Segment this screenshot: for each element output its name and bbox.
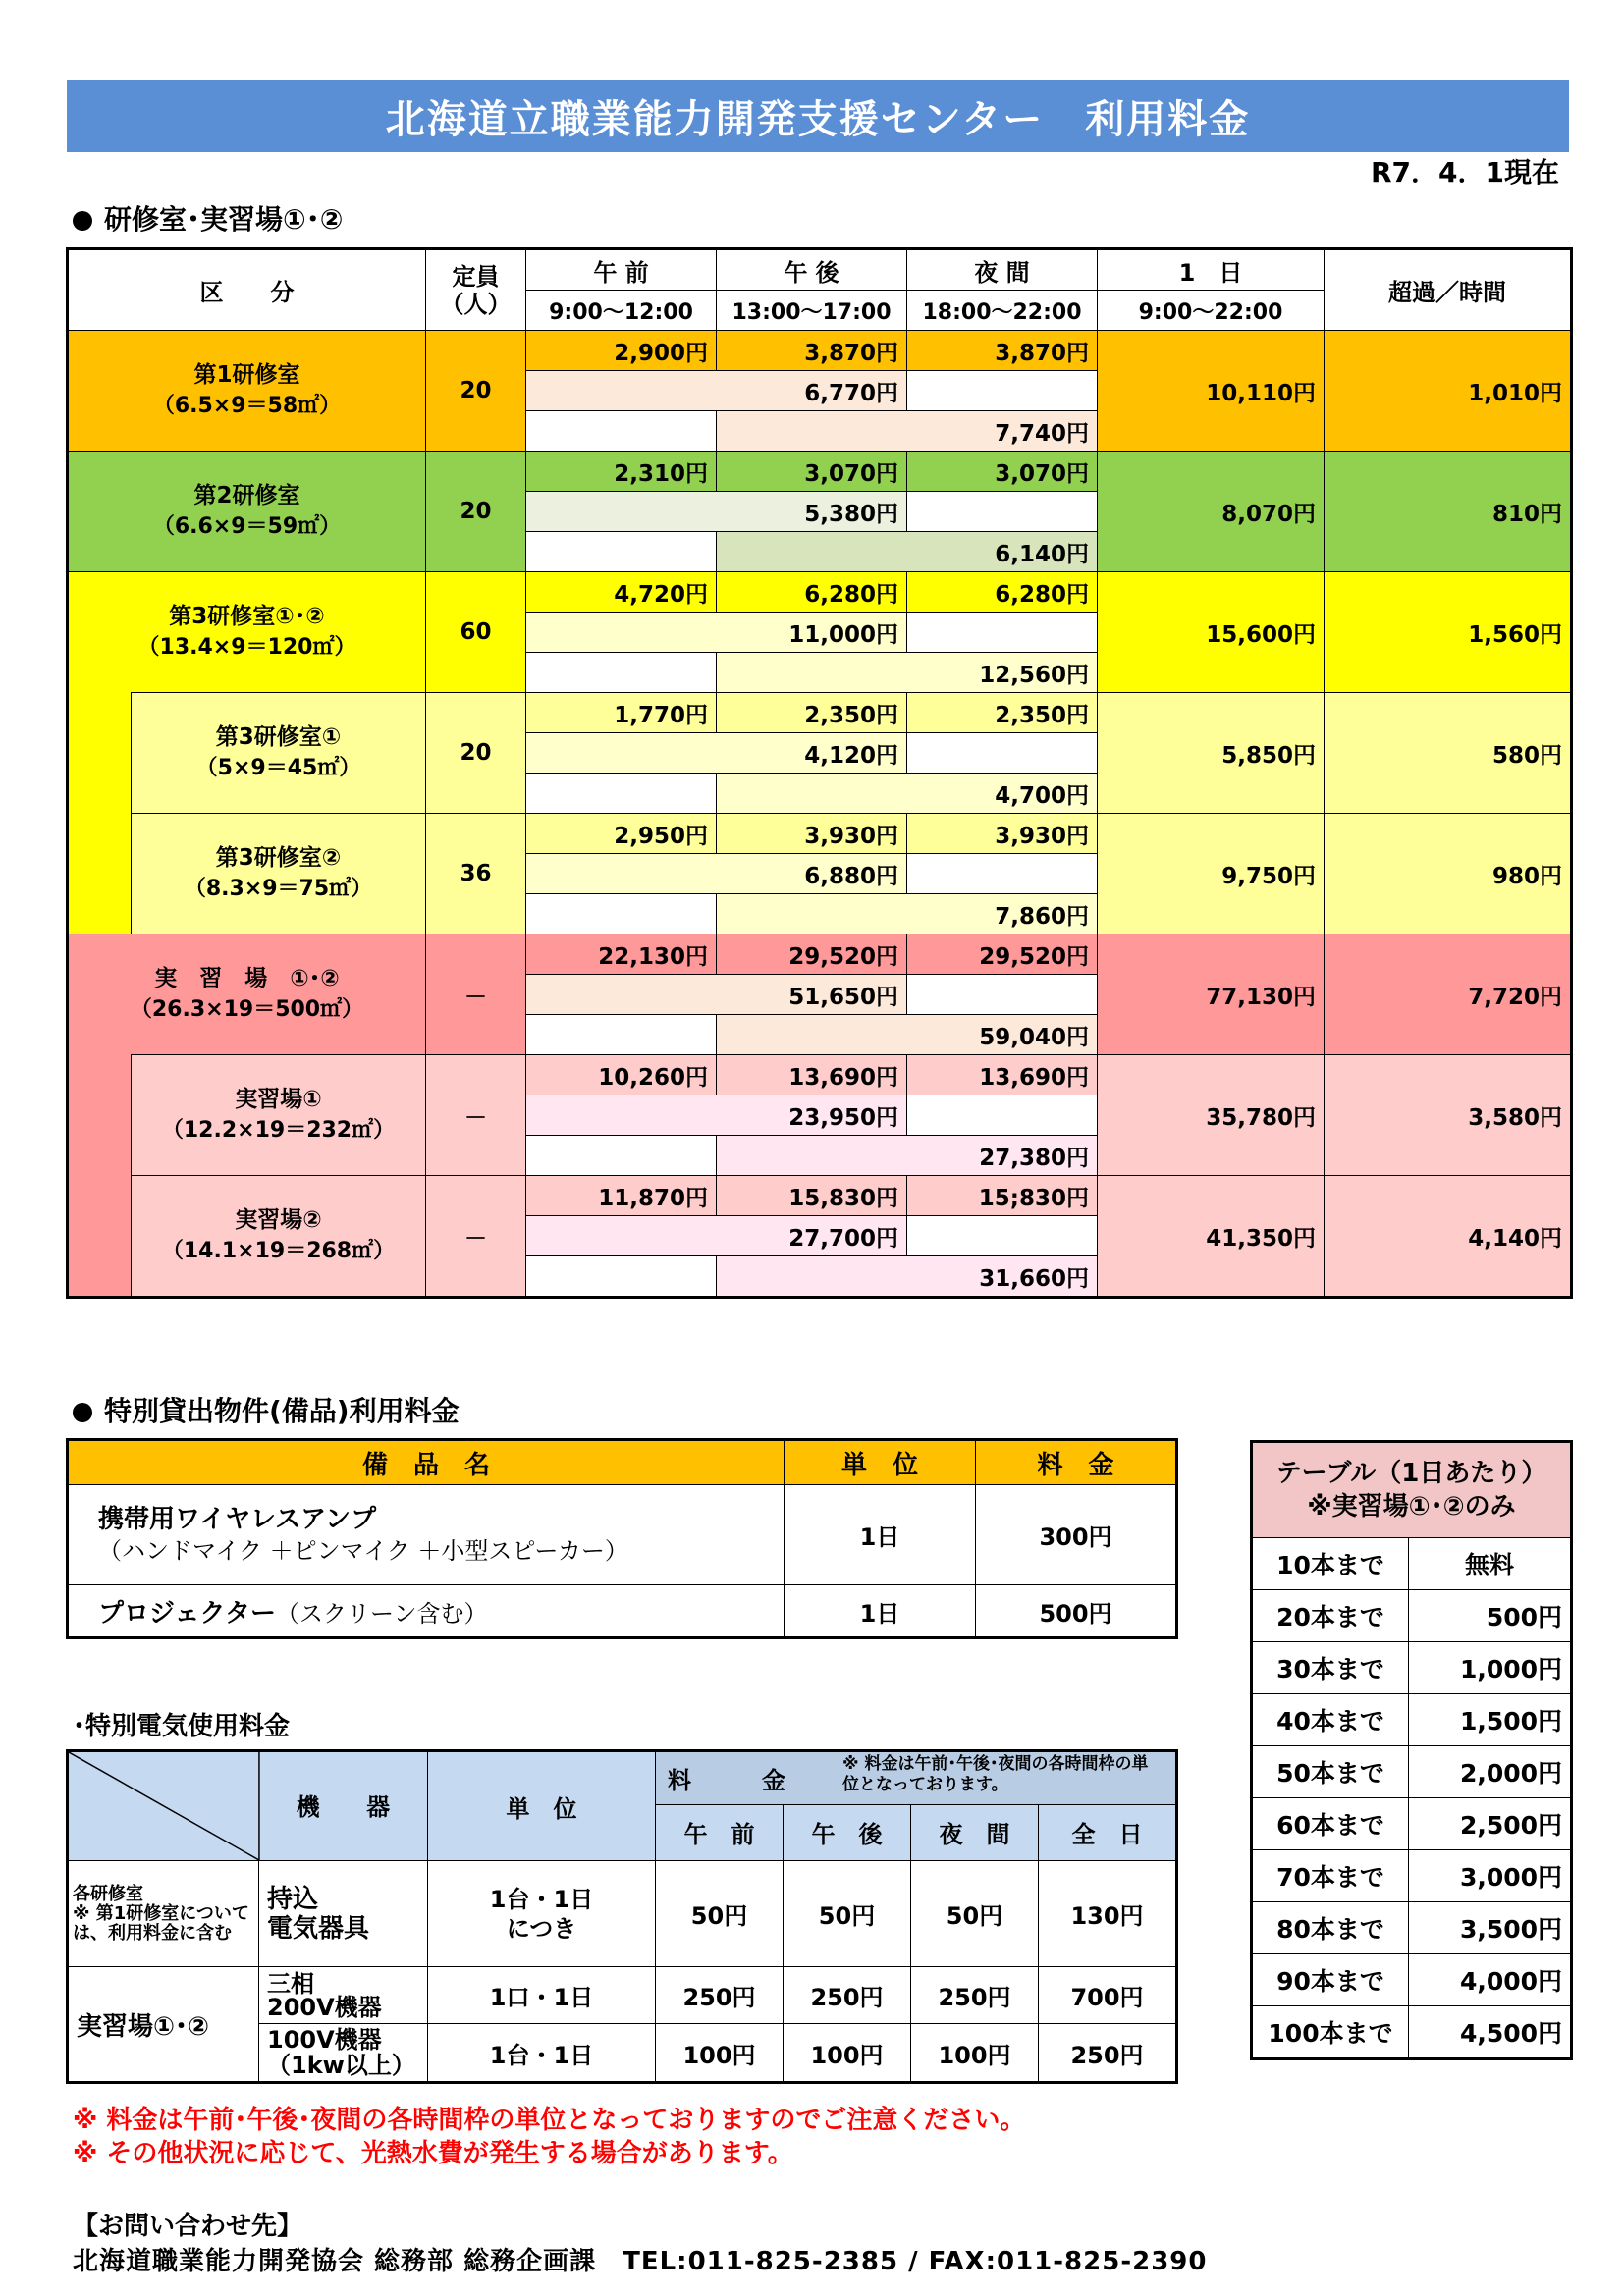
am-pm-fee: 51,650円 <box>526 975 907 1015</box>
table-row <box>1252 1798 1572 1850</box>
room-name-cell: 第3研修室①･② （13.4×9＝120㎡） <box>68 572 426 693</box>
table-row <box>1252 1850 1572 1902</box>
day-fee: 9,750円 <box>1098 814 1325 934</box>
capacity-cell: 20 <box>426 452 526 572</box>
fee-cell: 2,500円 <box>1409 1798 1572 1850</box>
header-pm: 午 後 <box>717 249 907 291</box>
am-fee: 50円 <box>656 1861 784 1967</box>
day-fee: 130円 <box>1039 1861 1177 1967</box>
night-fee: 250円 <box>911 1967 1039 2024</box>
pm-night-fee: 31,660円 <box>717 1256 1098 1298</box>
overtime-fee: 1,010円 <box>1325 331 1572 452</box>
night-fee: 100円 <box>911 2024 1039 2083</box>
note-line: ※ その他状況に応じて、光熱水費が発生する場合があります。 <box>73 2139 793 2168</box>
room-name-cell: 実習場② （14.1×19＝268㎡） <box>132 1176 426 1298</box>
night-fee: 3,870円 <box>907 331 1098 371</box>
overtime-fee: 7,720円 <box>1325 934 1572 1055</box>
fee-cell: 2,000円 <box>1409 1746 1572 1798</box>
unit-cell: 1台・1日 <box>428 2024 656 2083</box>
table-row <box>1252 2006 1572 2059</box>
fee-cell: 500円 <box>1409 1590 1572 1642</box>
table-row <box>1252 1642 1572 1694</box>
pm-night-fee: 6,140円 <box>717 532 1098 572</box>
table-row <box>68 1176 1572 1216</box>
equipment-name-cell: 携帯用ワイヤレスアンプ （ハンドマイク ＋ピンマイク ＋小型スピーカー） <box>68 1485 785 1585</box>
header-unit: 単 位 <box>785 1440 976 1485</box>
table-rental-header: テーブル（1日あたり） ※実習場①･②のみ <box>1252 1442 1572 1538</box>
qty-cell: 70本まで <box>1252 1850 1409 1902</box>
place-cell: 各研修室 ※ 第1研修室については、利用料金に含む <box>68 1861 259 1967</box>
night-fee: 50円 <box>911 1861 1039 1967</box>
am-fee: 11,870円 <box>526 1176 717 1216</box>
place-cell: 実習場①･② <box>68 1967 259 2083</box>
pm-fee: 3,870円 <box>717 331 907 371</box>
pm-fee: 29,520円 <box>717 934 907 975</box>
fee-cell: 3,500円 <box>1409 1902 1572 1954</box>
table-row <box>68 572 1572 613</box>
qty-cell: 80本まで <box>1252 1902 1409 1954</box>
fee-cell: 3,000円 <box>1409 1850 1572 1902</box>
qty-cell: 30本まで <box>1252 1642 1409 1694</box>
qty-cell: 50本まで <box>1252 1746 1409 1798</box>
header-day-time: 9:00～22:00 <box>1098 291 1325 331</box>
fee-cell: 4,000円 <box>1409 1954 1572 2006</box>
unit-cell: 1口・1日 <box>428 1967 656 2024</box>
pm-fee: 13,690円 <box>717 1055 907 1095</box>
table-row <box>68 1585 1177 1638</box>
table-row <box>68 814 1572 854</box>
pm-fee: 15,830円 <box>717 1176 907 1216</box>
overtime-fee: 4,140円 <box>1325 1176 1572 1298</box>
header-night: 夜 間 <box>907 249 1098 291</box>
header-fee: 料 金 <box>976 1440 1177 1485</box>
am-pm-fee: 5,380円 <box>526 492 907 532</box>
table-row <box>1252 1746 1572 1798</box>
bullet-icon <box>73 1403 92 1422</box>
fee-cell: 500円 <box>976 1585 1177 1638</box>
note-line: ※ 料金は午前･午後･夜間の各時間枠の単位となっておりますのでご注意ください。 <box>73 2106 1026 2135</box>
capacity-cell: 20 <box>426 331 526 452</box>
kiki-cell: 100V機器 （1kw以上） <box>259 2024 428 2083</box>
header-am-time: 9:00～12:00 <box>526 291 717 331</box>
table-row <box>68 331 1572 371</box>
capacity-cell: － <box>426 934 526 1055</box>
overtime-fee: 810円 <box>1325 452 1572 572</box>
pm-fee: 6,280円 <box>717 572 907 613</box>
header-equipment-name: 備 品 名 <box>68 1440 785 1485</box>
pm-night-fee: 59,040円 <box>717 1015 1098 1055</box>
night-fee: 2,350円 <box>907 693 1098 733</box>
am-fee: 100円 <box>656 2024 784 2083</box>
pm-night-fee: 27,380円 <box>717 1136 1098 1176</box>
fee-cell: 300円 <box>976 1485 1177 1585</box>
capacity-cell: － <box>426 1055 526 1176</box>
table-rental-fee-table <box>1250 1440 1573 2060</box>
table-row <box>68 1055 1572 1095</box>
equipment-fee-table <box>66 1438 1178 1639</box>
header-fee-cell: 料 金 ※ 料金は午前･午後･夜間の各時間枠の単位となっております。 <box>656 1751 1177 1805</box>
capacity-cell: － <box>426 1176 526 1298</box>
header-am: 午 前 <box>656 1804 784 1860</box>
am-fee: 2,950円 <box>526 814 717 854</box>
room-name-cell: 第2研修室 （6.6×9＝59㎡） <box>68 452 426 572</box>
night-fee: 6,280円 <box>907 572 1098 613</box>
header-day: 全 日 <box>1039 1804 1177 1860</box>
pm-night-fee: 12,560円 <box>717 653 1098 693</box>
group-bar-red <box>68 1055 132 1298</box>
pm-fee: 250円 <box>784 1967 911 2024</box>
pm-night-fee: 7,740円 <box>717 411 1098 452</box>
room-fee-table <box>66 247 1573 1299</box>
day-fee: 41,350円 <box>1098 1176 1325 1298</box>
am-fee: 250円 <box>656 1967 784 2024</box>
unit-cell: 1日 <box>785 1485 976 1585</box>
unit-cell: 1台・1日 につき <box>428 1861 656 1967</box>
table-row <box>68 1861 1177 1967</box>
pm-night-fee: 7,860円 <box>717 894 1098 934</box>
header-night-time: 18:00～22:00 <box>907 291 1098 331</box>
header-kubun: 区 分 <box>68 249 426 331</box>
room-name-cell: 第3研修室① （5×9＝45㎡） <box>132 693 426 814</box>
contact-line: 北海道職業能力開発協会 総務部 総務企画課 TEL:011-825-2385 / FAX:011-825-2390 <box>73 2247 1208 2276</box>
header-day: 1 日 <box>1098 249 1325 291</box>
qty-cell: 40本まで <box>1252 1694 1409 1746</box>
table-row <box>68 1967 1177 2024</box>
night-fee: 15;830円 <box>907 1176 1098 1216</box>
header-pm-time: 13:00～17:00 <box>717 291 907 331</box>
fee-cell: 4,500円 <box>1409 2006 1572 2059</box>
pm-fee: 3,930円 <box>717 814 907 854</box>
kiki-cell: 持込 電気器具 <box>259 1861 428 1967</box>
header-overtime: 超過／時間 <box>1325 249 1572 331</box>
am-fee: 2,310円 <box>526 452 717 492</box>
day-fee: 8,070円 <box>1098 452 1325 572</box>
night-fee: 13,690円 <box>907 1055 1098 1095</box>
day-fee: 15,600円 <box>1098 572 1325 693</box>
notes <box>73 2104 1025 2170</box>
header-pm: 午 後 <box>784 1804 911 1860</box>
contact-label: 【お問い合わせ先】 <box>73 2212 303 2241</box>
table-row <box>68 1485 1177 1585</box>
table-row <box>1252 1902 1572 1954</box>
diagonal-header-cell <box>68 1751 428 1861</box>
header-kiki: 機 器 <box>296 1792 391 1822</box>
capacity-cell: 20 <box>426 693 526 814</box>
as-of-date: R7．4．1現在 <box>1370 156 1559 188</box>
qty-cell: 90本まで <box>1252 1954 1409 2006</box>
table-row <box>68 934 1572 975</box>
pm-night-fee: 4,700円 <box>717 774 1098 814</box>
equipment-name-cell: プロジェクター（スクリーン含む） <box>68 1585 785 1638</box>
qty-cell: 100本まで <box>1252 2006 1409 2059</box>
header-unit: 単 位 <box>428 1751 656 1861</box>
header-capacity: 定員 （人） <box>426 249 526 331</box>
table-row <box>1252 1590 1572 1642</box>
day-fee: 700円 <box>1039 1967 1177 2024</box>
am-fee: 4,720円 <box>526 572 717 613</box>
diagonal-line <box>69 1752 427 1860</box>
fee-cell: 1,000円 <box>1409 1642 1572 1694</box>
overtime-fee: 980円 <box>1325 814 1572 934</box>
day-fee: 5,850円 <box>1098 693 1325 814</box>
header-am: 午 前 <box>526 249 717 291</box>
table-row <box>68 693 1572 733</box>
pm-fee: 100円 <box>784 2024 911 2083</box>
qty-cell: 20本まで <box>1252 1590 1409 1642</box>
table-row <box>68 452 1572 492</box>
day-fee: 77,130円 <box>1098 934 1325 1055</box>
am-fee: 10,260円 <box>526 1055 717 1095</box>
room-name-cell: 実 習 場 ①･② （26.3×19＝500㎡） <box>68 934 426 1055</box>
electric-fee-table <box>66 1749 1178 2084</box>
am-fee: 22,130円 <box>526 934 717 975</box>
overtime-fee: 1,560円 <box>1325 572 1572 693</box>
pm-fee: 3,070円 <box>717 452 907 492</box>
room-name-cell: 第3研修室② （8.3×9＝75㎡） <box>132 814 426 934</box>
capacity-cell: 36 <box>426 814 526 934</box>
table-row <box>1252 1538 1572 1590</box>
overtime-fee: 580円 <box>1325 693 1572 814</box>
group-bar-yellow <box>68 693 132 934</box>
am-pm-fee: 11,000円 <box>526 613 907 653</box>
unit-cell: 1日 <box>785 1585 976 1638</box>
section-heading-rooms: 研修室･実習場①･② <box>73 198 343 238</box>
page-title: 北海道立職業能力開発支援センター 利用料金 <box>67 80 1569 152</box>
am-pm-fee: 6,880円 <box>526 854 907 894</box>
contact-info <box>73 2209 1208 2279</box>
kiki-cell: 三相 200V機器 <box>259 1967 428 2024</box>
table-row <box>1252 1954 1572 2006</box>
room-name-cell: 第1研修室 （6.5×9＝58㎡） <box>68 331 426 452</box>
table-row <box>1252 1694 1572 1746</box>
fee-cell: 無料 <box>1409 1538 1572 1590</box>
room-name-cell: 実習場① （12.2×19＝232㎡） <box>132 1055 426 1176</box>
night-fee: 3,930円 <box>907 814 1098 854</box>
night-fee: 29,520円 <box>907 934 1098 975</box>
night-fee: 3,070円 <box>907 452 1098 492</box>
qty-cell: 10本まで <box>1252 1538 1409 1590</box>
day-fee: 35,780円 <box>1098 1055 1325 1176</box>
day-fee: 10,110円 <box>1098 331 1325 452</box>
capacity-cell: 60 <box>426 572 526 693</box>
header-night: 夜 間 <box>911 1804 1039 1860</box>
am-pm-fee: 23,950円 <box>526 1095 907 1136</box>
am-pm-fee: 6,770円 <box>526 371 907 411</box>
overtime-fee: 3,580円 <box>1325 1055 1572 1176</box>
am-fee: 2,900円 <box>526 331 717 371</box>
pm-fee: 2,350円 <box>717 693 907 733</box>
day-fee: 250円 <box>1039 2024 1177 2083</box>
section-heading-electric: ･特別電気使用料金 <box>73 1712 291 1741</box>
am-fee: 1,770円 <box>526 693 717 733</box>
pm-fee: 50円 <box>784 1861 911 1967</box>
am-pm-fee: 27,700円 <box>526 1216 907 1256</box>
qty-cell: 60本まで <box>1252 1798 1409 1850</box>
section-heading-equipment: 特別貸出物件(備品)利用料金 <box>73 1390 460 1429</box>
bullet-icon <box>73 211 92 231</box>
am-pm-fee: 4,120円 <box>526 733 907 774</box>
fee-cell: 1,500円 <box>1409 1694 1572 1746</box>
